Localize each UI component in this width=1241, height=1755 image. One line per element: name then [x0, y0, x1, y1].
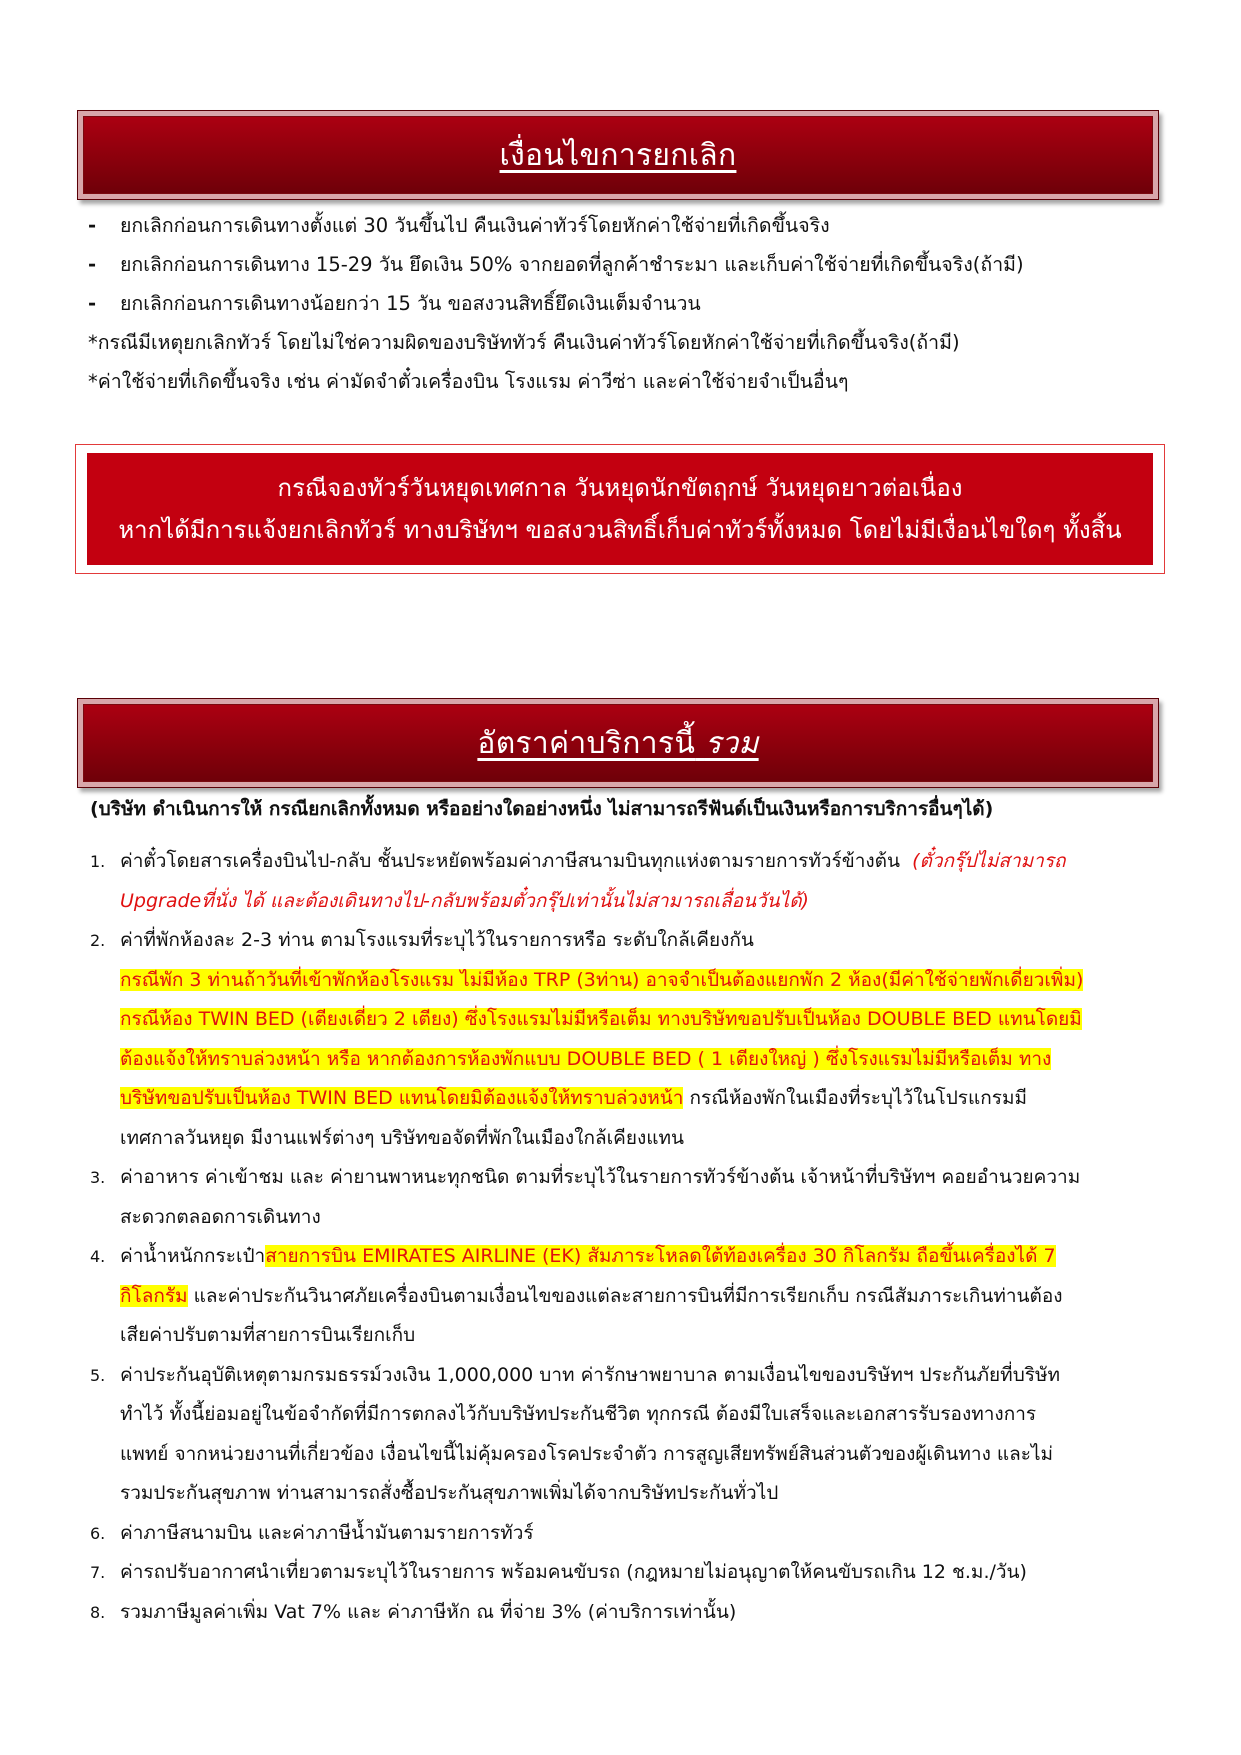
highlighted-text: สายการบิน EMIRATES AIRLINE (EK) สัมภาระโหลดใต้ท้องเครื่อง 30 กิโลกรัม ถือขึ้นเครื่องได้ 7 [265, 1245, 1056, 1267]
holiday-notice-box [75, 444, 1165, 574]
highlighted-text: กรณีพัก 3 ท่านถ้าวันที่เข้าพักห้องโรงแรม ไม่มีห้อง TRP (3ท่าน) อาจจำเป็นต้องแยกพัก 2 ห้อง(มีค่าใช้จ่ายพักเดี่ยวเพิ่ม) [120, 968, 1084, 991]
holiday-notice-line: กรณีจองทัวร์วันหยุดเทศกาล วันหยุดนักขัตฤกษ์ วันหยุดยาวต่อเนื่อง [277, 474, 963, 502]
cancel-rules-list [88, 206, 1168, 401]
ticket-condition-note: (ตั๋วกรุ๊ปไม่สามารถ [912, 850, 1066, 872]
included-item: 8. รวมภาษีมูลค่าเพิ่ม Vat 7% และ ค่าภาษีหัก ณ ที่จ่าย 3% (ค่าบริการเท่านั้น) [90, 1593, 1180, 1633]
included-item: 2. ค่าที่พักห้องละ 2-3 ท่าน ตามโรงแรมที่ระบุไว้ในรายการหรือ ระดับใกล้เคียงกัน กรณีพัก 3 ท่านถ้าวันที่เข้าพักห้องโรงแรม ไม่มีห้อง TRP (3ท่าน) อาจจำเป็นต้องแยกพัก 2 ห้อง(มีค่าใช้จ่ายพักเดี่ยวเพิ่ม) กรณีห้อง TWIN BED (เตียงเดี่ยว 2 เตียง) ซึ่งโรงแรมไม่มีหรือเต็ม ทางบริษัทขอปรับเป็นห้อง DOUBLE BED แทนโดยมิ ต้องแจ้งให้ทราบล่วงหน้า หรือ หากต้องการห้องพักแบบ DOUBLE BED ( 1 เตียงใหญ่ ) ซึ่งโรงแรมไม่มีหรือเต็ม ทาง บริษัทขอปรับเป็นห้อง TWIN BED แทนโดยมิต้องแจ้งให้ทราบล่วงหน้า กรณีห้องพักในเมืองที่ระบุไว้ในโปรแกรมมี เทศกาลวันหยุด มีงานแฟร์ต่างๆ บริษัทขอจัดที่พักในเมืองใกล้เคียงแทน [90, 921, 1180, 1158]
item-number: 1. [90, 852, 106, 871]
included-services-title: อัตราค่าบริการนี้ รวม [477, 725, 759, 761]
ticket-condition-note: Upgradeที่นั่ง ได้ และต้องเดินทางไป-กลับพร้อมตั๋วกรุ๊ปเท่านั้นไม่สามารถเลื่อนวันได้) [120, 889, 809, 912]
holiday-notice-line: หากได้มีการแจ้งยกเลิกทัวร์ ทางบริษัทฯ ขอสงวนสิทธิ์เก็บค่าทัวร์ทั้งหมด โดยไม่มีเงื่อนไขใดๆ ทั้งสิ้น [118, 516, 1122, 544]
included-item: 5. ค่าประกันอุบัติเหตุตามกรมธรรม์วงเงิน 1,000,000 บาท ค่ารักษาพยาบาล ตามเงื่อนไขของบริษัทฯ ประกันภัยที่บริษัท ทำไว้ ทั้งนี้ย่อมอยู่ในข้อจำกัดที่มีการตกลงไว้กับบริษัทประกันชีวิต ทุกกรณี ต้องมีใบเสร็จและเอกสารรับรองทางการ แพทย์ จากหน่วยงานที่เกี่ยวข้อง เงื่อนไขนี้ไม่คุ้มครองโรคประจำตัว การสูญเสียทรัพย์สินส่วนตัวของผู้เดินทาง และไม่ รวมประกันสุขภาพ ท่านสามารถสั่งซื้อประกันสุขภาพเพิ่มได้จากบริษัทประกันทั่วไป [90, 1356, 1180, 1514]
included-item: 3. ค่าอาหาร ค่าเข้าชม และ ค่ายานพาหนะทุกชนิด ตามที่ระบุไว้ในรายการทัวร์ข้างต้น เจ้าหน้าที่บริษัทฯ คอยอำนวยความ สะดวกตลอดการเดินทาง [90, 1158, 1180, 1237]
highlighted-text: กิโลกรัม [120, 1284, 188, 1307]
included-intro: (บริษัท ดำเนินการให้ กรณียกเลิกทั้งหมด หรืออย่างใดอย่างหนึ่ง ไม่สามารถรีฟันด์เป็นเงินหรือการบริการอื่นๆได้) [90, 798, 994, 820]
cancel-rule: - ยกเลิกก่อนการเดินทางตั้งแต่ 30 วันขึ้นไป คืนเงินค่าทัวร์โดยหักค่าใช้จ่ายที่เกิดขึ้นจริง [88, 214, 830, 237]
highlighted-text: กรณีห้อง TWIN BED (เตียงเดี่ยว 2 เตียง) ซึ่งโรงแรมไม่มีหรือเต็ม ทางบริษัทขอปรับเป็นห้อง DOUBLE BED แทนโดยมิ [120, 1008, 1082, 1030]
included-item: 6. ค่าภาษีสนามบิน และค่าภาษีน้ำมันตามรายการทัวร์ [90, 1514, 1180, 1554]
item-number: 8. [90, 1602, 106, 1622]
cancel-rule: - ยกเลิกก่อนการเดินทาง 15-29 วัน ยึดเงิน 50% จากยอดที่ลูกค้าชำระมา และเก็บค่าใช้จ่ายที่เกิดขึ้นจริง(ถ้ามี) [88, 253, 1024, 276]
highlighted-text: บริษัทขอปรับเป็นห้อง TWIN BED แทนโดยมิต้องแจ้งให้ทราบล่วงหน้า [120, 1087, 684, 1109]
included-item: 4. ค่าน้ำหนักกระเป๋าสายการบิน EMIRATES AIRLINE (EK) สัมภาระโหลดใต้ท้องเครื่อง 30 กิโลกรัม ถือขึ้นเครื่องได้ 7 กิโลกรัม และค่าประกันวินาศภัยเครื่องบินตามเงื่อนไขของแต่ละสายการบินที่มีการเรียกเก็บ กรณีสัมภาระเกินท่านต้อง เสียค่าปรับตามที่สายการบินเรียกเก็บ [90, 1237, 1180, 1356]
included-emphasis: รวม [704, 725, 759, 761]
item-number: 6. [90, 1523, 106, 1543]
item-number: 7. [90, 1563, 106, 1582]
highlighted-text: ต้องแจ้งให้ทราบล่วงหน้า หรือ หากต้องการห้องพักแบบ DOUBLE BED ( 1 เตียงใหญ่ ) ซึ่งโรงแรมไม่มีหรือเต็ม ทาง [120, 1047, 1052, 1070]
included-item: 7. ค่ารถปรับอากาศนำเที่ยวตามระบุไว้ในรายการ พร้อมคนขับรถ (กฎหมายไม่อนุญาตให้คนขับรถเกิน 12 ช.ม./วัน) [90, 1553, 1180, 1593]
item-number: 3. [90, 1168, 106, 1187]
item-number: 4. [90, 1247, 106, 1266]
cancel-note: *ค่าใช้จ่ายที่เกิดขึ้นจริง เช่น ค่ามัดจำตั๋วเครื่องบิน โรงแรม ค่าวีซ่า และค่าใช้จ่ายจำเป็นอื่นๆ [88, 370, 849, 393]
item-number: 2. [90, 931, 106, 950]
included-services-banner [77, 698, 1159, 788]
holiday-notice-panel [87, 453, 1153, 565]
cancel-conditions-banner [77, 110, 1159, 200]
included-item: 1. ค่าตั๋วโดยสารเครื่องบินไป-กลับ ชั้นประหยัดพร้อมค่าภาษีสนามบินทุกแห่งตามรายการทัวร์ข้างต้น (ตั๋วกรุ๊ปไม่สามารถ Upgradeที่นั่ง ได้ และต้องเดินทางไป-กลับพร้อมตั๋วกรุ๊ปเท่านั้นไม่สามารถเลื่อนวันได้) [90, 842, 1180, 921]
cancel-conditions-title: เงื่อนไขการยกเลิก [499, 137, 737, 173]
cancel-note: *กรณีมีเหตุยกเลิกทัวร์ โดยไม่ใช่ความผิดของบริษัททัวร์ คืนเงินค่าทัวร์โดยหักค่าใช้จ่ายที่เกิดขึ้นจริง(ถ้ามี) [88, 331, 960, 354]
cancel-rule: - ยกเลิกก่อนการเดินทางน้อยกว่า 15 วัน ขอสงวนสิทธิ์ยึดเงินเต็มจำนวน [88, 292, 701, 315]
item-number: 5. [90, 1365, 106, 1385]
included-items-list [90, 842, 1180, 1632]
